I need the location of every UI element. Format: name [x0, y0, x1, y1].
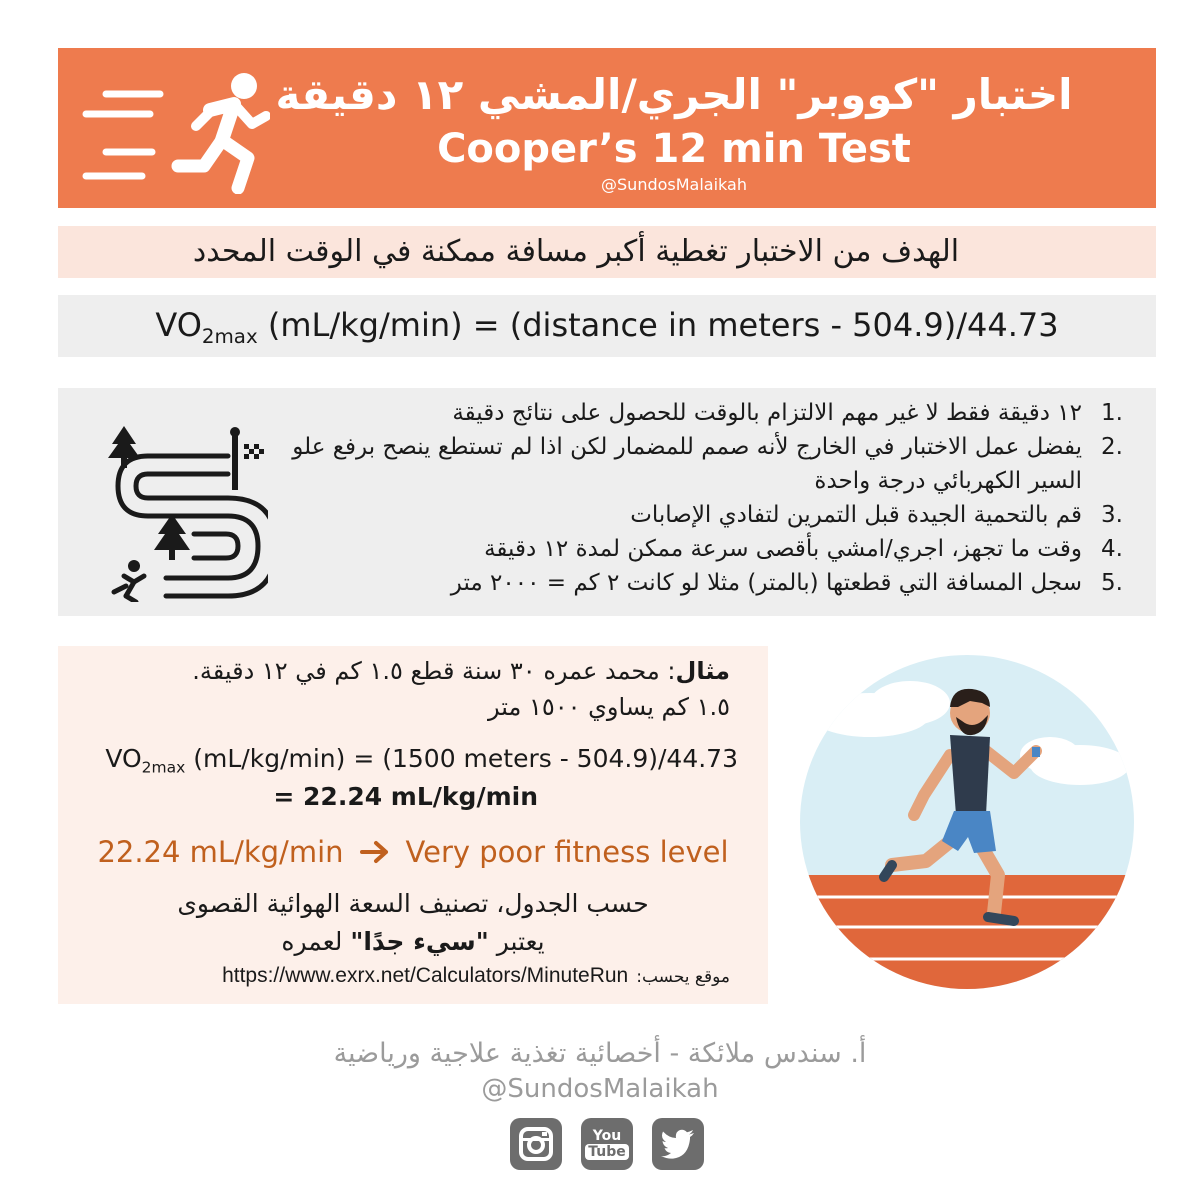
formula-sub: 2max	[201, 324, 258, 348]
title-arabic: اختبار "كووبر" الجري/المشي ١٢ دقيقة	[275, 70, 1073, 119]
example-panel	[58, 646, 768, 1004]
source-url[interactable]: https://www.exrx.net/Calculators/MinuteRun	[222, 964, 629, 987]
example-result: = 22.24 mL/kg/min	[273, 782, 538, 811]
list-item: 1. ١٢ دقيقة فقط لا غير مهم الالتزام بالوقت للحصول على نتائج دقيقة	[452, 400, 1123, 426]
list-item: 5. سجل المسافة التي قطعتها (بالمتر) مثلا لو كانت ٢ كم = ٢٠٠٠ متر	[450, 570, 1123, 596]
footer-author: أ. سندس ملائكة - أخصائية تغذية علاجية ورياضية	[333, 1038, 867, 1069]
steps-list	[262, 396, 1142, 600]
instagram-glyph	[518, 1126, 554, 1162]
steps-panel	[58, 388, 1156, 616]
fitness-level	[58, 832, 768, 872]
formula-banner	[58, 295, 1156, 357]
twitter-glyph	[661, 1129, 695, 1159]
twitter-icon[interactable]	[652, 1118, 704, 1170]
example-label: مثال	[675, 657, 730, 685]
fitness-level-text: Very poor fitness level	[405, 835, 729, 869]
runner-on-track-illustration	[800, 655, 1134, 989]
list-item: 3. قم بالتحمية الجيدة قبل التمرين لتفادي الإصابات	[630, 502, 1123, 528]
header-banner	[58, 48, 1156, 208]
source-label: موقع يحسب:	[636, 967, 730, 987]
goal-banner	[58, 226, 1156, 278]
example-line-2: ١.٥ كم يساوي ١٥٠٠ متر	[487, 693, 730, 721]
source-line	[50, 964, 730, 988]
formula-text	[58, 303, 1156, 359]
running-man-icon	[80, 66, 270, 194]
formula-rest: (mL/kg/min) = (distance in meters - 504.9)/44.73	[257, 306, 1059, 344]
example-line-1: مثال: محمد عمره ٣٠ سنة قطع ١.٥ كم في ١٢ دقيقة.	[192, 657, 730, 685]
footer-handle[interactable]: @SundosMalaikah	[481, 1074, 719, 1104]
arrow-right-icon	[360, 840, 390, 864]
header-handle: @SundosMalaikah	[601, 175, 747, 194]
title-english: Cooper’s 12 min Test	[437, 126, 911, 172]
youtube-icon[interactable]	[581, 1118, 633, 1170]
classification-line-2: يعتبر "سيء جدًا" لعمره	[281, 927, 545, 956]
fitness-level-value: 22.24 mL/kg/min	[97, 835, 344, 869]
youtube-glyph: You Tube	[585, 1128, 629, 1160]
running-track-icon	[78, 406, 268, 602]
instagram-icon[interactable]	[510, 1118, 562, 1170]
goal-text: الهدف من الاختبار تغطية أكبر مسافة ممكنة في الوقت المحدد	[192, 234, 960, 269]
formula-vo: VO	[155, 306, 202, 344]
list-item: 4. وقت ما تجهز، اجري/امشي بأقصى سرعة ممكن لمدة ١٢ دقيقة	[484, 536, 1123, 562]
example-formula: $VO_{2max}$ (mL/kg/min) = (1500 meters - 504.9)/44.73	[105, 744, 738, 777]
classification-line-1: حسب الجدول، تصنيف السعة الهوائية القصوى	[177, 889, 649, 918]
list-item: 2. يفضل عمل الاختبار في الخارج لأنه صمم للمضمار لكن اذا لم تستطع ينصح برفع علو السير الكهربائي درجة واحدة	[292, 434, 1123, 494]
